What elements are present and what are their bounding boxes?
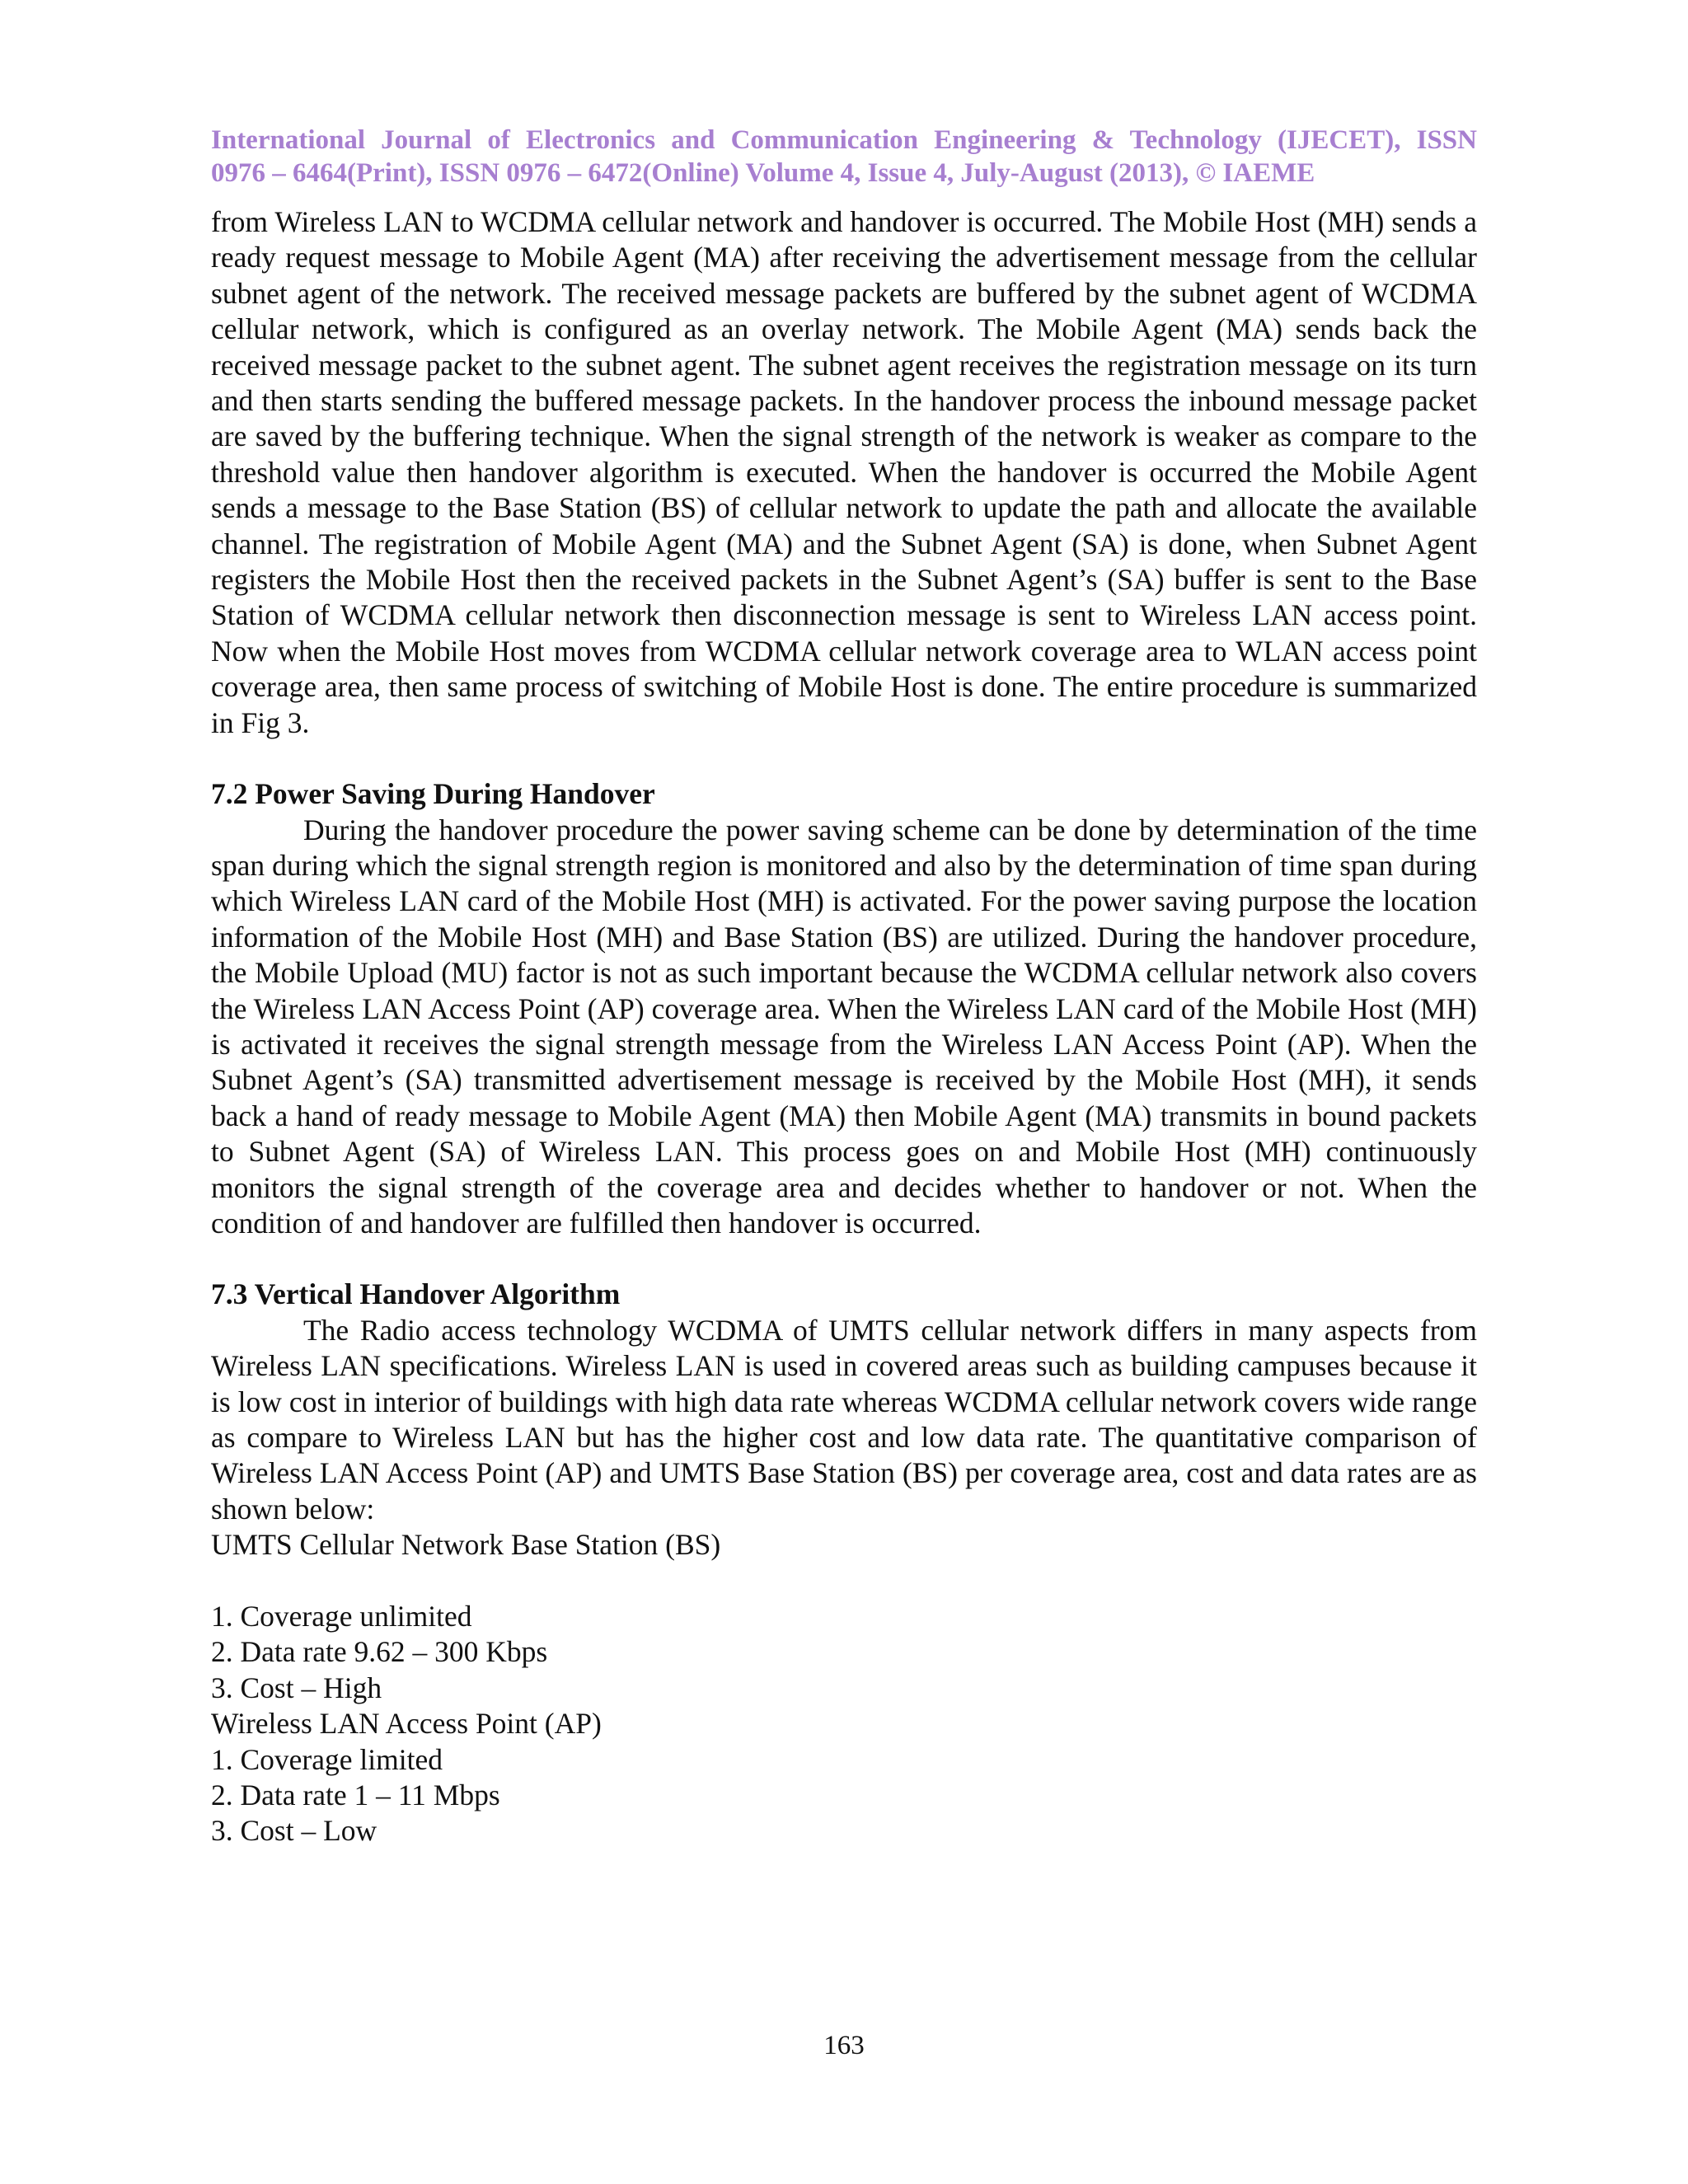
section-7-3-paragraph: The Radio access technology WCDMA of UMTS cellular network differs in many aspects from Wireless LAN specifications. Wireless LAN is used in covered areas such as building campuses because it is low cost in interior of buildings with high data rate whereas WCDMA cellular network covers wide range as compare to Wireless LAN but has the higher cost and low data rate. The quantitative comparison of Wireless LAN Access Point (AP) and UMTS Base Station (BS) per coverage area, cost and data rates are as shown below: bbox=[211, 1313, 1477, 1526]
list-item: 2. Data rate 1 – 11 Mbps bbox=[211, 1779, 500, 1812]
section-7-2 bbox=[211, 776, 1477, 1241]
section-7-3 bbox=[211, 1277, 1477, 1849]
umts-list bbox=[211, 1599, 1477, 1706]
list-item: 3. Cost – High bbox=[211, 1671, 382, 1704]
document-page bbox=[211, 124, 1477, 1849]
wlan-list-title: Wireless LAN Access Point (AP) bbox=[211, 1707, 602, 1741]
umts-list-title: UMTS Cellular Network Base Station (BS) bbox=[211, 1528, 721, 1562]
blank-line bbox=[211, 1563, 1477, 1599]
journal-header bbox=[211, 124, 1477, 190]
page-number: 163 bbox=[823, 2031, 865, 2060]
list-item: 1. Coverage limited bbox=[211, 1742, 443, 1776]
wlan-list bbox=[211, 1742, 1477, 1849]
section-7-3-heading: 7.3 Vertical Handover Algorithm bbox=[211, 1277, 621, 1311]
list-item: 2. Data rate 9.62 – 300 Kbps bbox=[211, 1635, 548, 1669]
section-7-2-heading: 7.2 Power Saving During Handover bbox=[211, 777, 655, 811]
journal-header-line-2: 0976 – 6464(Print), ISSN 0976 – 6472(Online) Volume 4, Issue 4, July-August (2013), © IAEME bbox=[211, 158, 1315, 188]
section-7-2-paragraph: During the handover procedure the power saving scheme can be done by determination of the time span during which the signal strength region is monitored and also by the determination of time span during which Wireless LAN card of the Mobile Host (MH) is activated. For the power saving purpose the location information of the Mobile Host (MH) and Base Station (BS) are utilized. During the handover procedure, the Mobile Upload (MU) factor is not as such important because the WCDMA cellular network also covers the Wireless LAN Access Point (AP) coverage area. When the Wireless LAN card of the Mobile Host (MH) is activated it receives the signal strength message from the Wireless LAN Access Point (AP). When the Subnet Agent’s (SA) transmitted advertisement message is received by the Mobile Host (MH), it sends back a hand of ready message to Mobile Agent (MA) then Mobile Agent (MA) transmits in bound packets to Subnet Agent (SA) of Wireless LAN. This process goes on and Mobile Host (MH) continuously monitors the signal strength of the coverage area and decides whether to handover or not. When the condition of and handover are fulfilled then handover is occurred. bbox=[211, 813, 1477, 1240]
journal-header-line-1: International Journal of Electronics and Communication Engineering & Technology (IJECET), ISSN bbox=[211, 125, 1477, 155]
list-item: 1. Coverage unlimited bbox=[211, 1600, 472, 1633]
intro-paragraph: from Wireless LAN to WCDMA cellular network and handover is occurred. The Mobile Host (MH) sends a ready request message to Mobile Agent (MA) after receiving the advertisement message from the cellular subnet agent of the network. The received message packets are buffered by the subnet agent of WCDMA cellular network, which is configured as an overlay network. The Mobile Agent (MA) sends back the received message packet to the subnet agent. The subnet agent receives the registration message on its turn and then starts sending the buffered message packets. In the handover process the inbound message packet are saved by the buffering technique. When the signal strength of the network is weaker as compare to the threshold value then handover algorithm is executed. When the handover is occurred the Mobile Agent sends a message to the Base Station (BS) of cellular network to update the path and allocate the available channel. The registration of Mobile Agent (MA) and the Subnet Agent (SA) is done, when Subnet Agent registers the Mobile Host then the received packets in the Subnet Agent’s (SA) buffer is sent to the Base Station of WCDMA cellular network then disconnection message is sent to Wireless LAN access point. Now when the Mobile Host moves from WCDMA cellular network coverage area to WLAN access point coverage area, then same process of switching of Mobile Host is done. The entire procedure is summarized in Fig 3. bbox=[211, 205, 1477, 739]
list-item: 3. Cost – Low bbox=[211, 1814, 377, 1848]
